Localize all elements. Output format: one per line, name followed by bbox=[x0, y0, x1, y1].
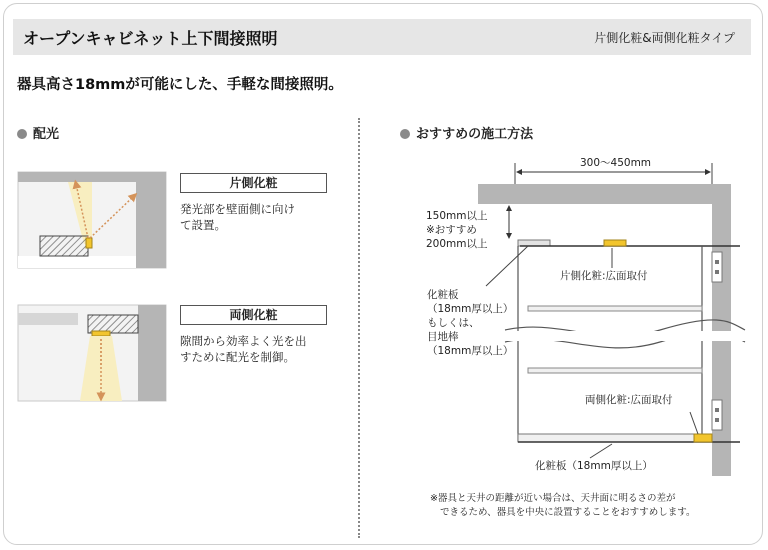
one-side-desc: 発光部を壁面側に向け て設置。 bbox=[180, 202, 295, 232]
footnote: ※器具と天井の距離が近い場合は、天井面に明るさの差が できるため、器具を中央に設置することをおすすめします。 bbox=[430, 493, 696, 518]
lead-text: 器具高さ18mmが可能にした、手軽な間接照明。 bbox=[17, 77, 343, 93]
dimension-width-label: 300～450mm bbox=[580, 157, 652, 169]
one-side-label: 片側化粧 bbox=[180, 173, 327, 193]
light-section-title: 配光 bbox=[17, 123, 59, 142]
clearance-label: 150mm以上 ※おすすめ 200mm以上 bbox=[426, 210, 488, 250]
install-section-title: おすすめの施工方法 bbox=[400, 123, 533, 142]
page-subtitle: 片側化粧&両側化粧タイプ bbox=[594, 31, 735, 45]
both-side-desc: 隙間から効率よく光を出 すために配光を制御。 bbox=[180, 334, 307, 364]
bottom-fixture-label: 両側化粧:広面取付 bbox=[585, 394, 673, 406]
page-title: オープンキャビネット上下間接照明 bbox=[23, 29, 278, 48]
bottom-panel-label: 化粧板（18mm厚以上） bbox=[535, 460, 653, 472]
both-side-label: 両側化粧 bbox=[180, 305, 327, 325]
top-fixture-label: 片側化粧:広面取付 bbox=[560, 270, 648, 282]
panel-label: 化粧板 （18mm厚以上） もしくは、 目地棒 （18mm厚以上） bbox=[427, 289, 514, 357]
